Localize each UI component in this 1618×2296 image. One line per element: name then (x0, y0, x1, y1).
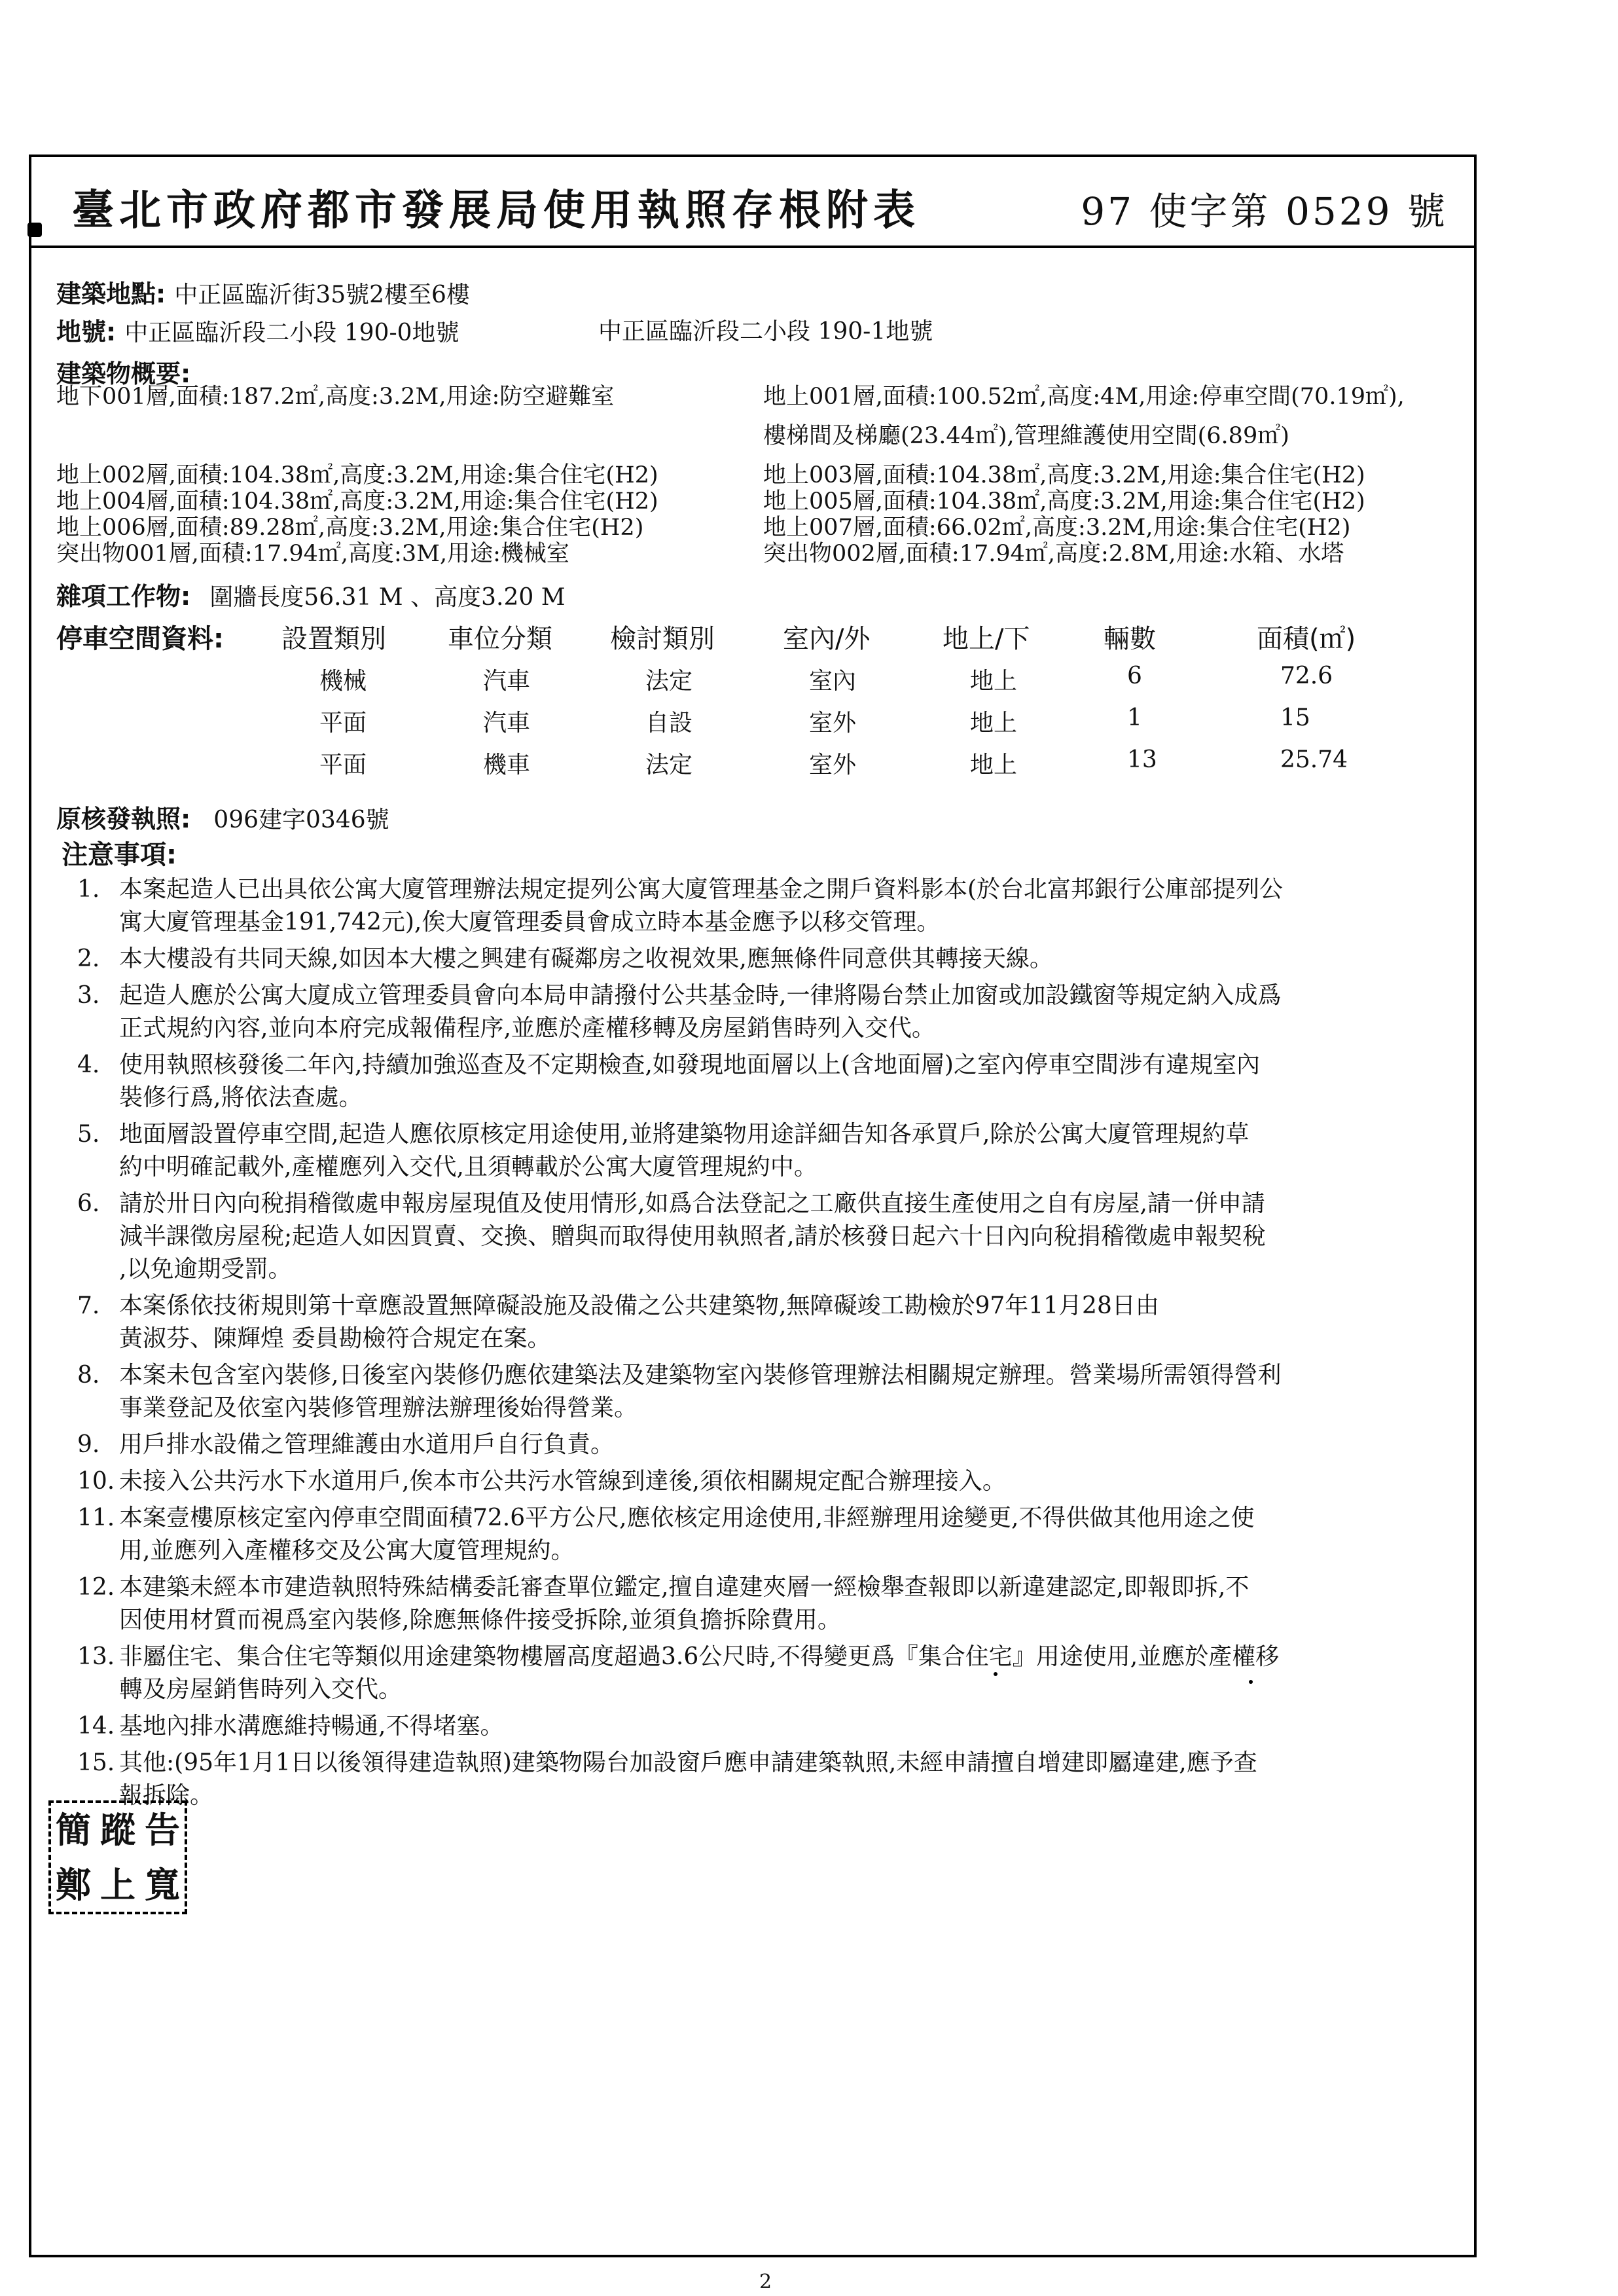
parking-label: 停車空間資料: (56, 624, 224, 654)
parking-cell: 72.6 (1280, 663, 1333, 689)
parking-cell: 汽車 (483, 710, 531, 737)
note-line: 基地內排水溝應維持暢通,不得堵塞。 (119, 1713, 504, 1740)
overview-right-2: 地上003層,面積:104.38㎡,高度:3.2M,用途:集合住宅(H2) (763, 462, 1365, 488)
note-number: 14. (77, 1713, 115, 1740)
official-seal (48, 1800, 187, 1914)
note-number: 13. (77, 1643, 115, 1670)
original-permit-value: 096建字0346號 (213, 807, 389, 833)
note-number: 10. (77, 1468, 115, 1495)
misc-row (56, 576, 566, 612)
parking-header-1: 車位分類 (448, 624, 552, 654)
overview-right-0: 地上001層,面積:100.52㎡,高度:4M,用途:停車空間(70.19㎡), (763, 384, 1405, 410)
note-line: 事業登記及依室內裝修管理辦法辦理後始得營業。 (119, 1394, 638, 1421)
overview-left-3: 地上006層,面積:89.28㎡,高度:3.2M,用途:集合住宅(H2) (56, 515, 644, 541)
parking-cell: 自設 (645, 710, 693, 737)
note-line: 報拆除。 (119, 1782, 214, 1809)
notes-title: 注意事項: (62, 840, 177, 870)
overview-left-0: 地下001層,面積:187.2㎡,高度:3.2M,用途:防空避難室 (56, 384, 615, 410)
note-line: 正式規約內容,並向本府完成報備程序,並應於產權移轉及房屋銷售時列入交代。 (119, 1015, 935, 1042)
seal-char: 上 (100, 1865, 135, 1906)
parking-cell: 25.74 (1280, 746, 1348, 773)
parking-cell: 法定 (645, 752, 693, 778)
lot-value-2: 中正區臨沂段二小段 190-1地號 (598, 318, 933, 345)
note-line: 請於卅日內向稅捐稽徵處申報房屋現值及使用情形,如爲合法登記之工廠供直接生產使用之自有房屋,請一併申請 (119, 1190, 1265, 1217)
parking-header-5: 輛數 (1104, 624, 1156, 654)
note-number: 2. (77, 945, 100, 972)
note-number: 8. (77, 1362, 100, 1389)
overview-right-4: 地上007層,面積:66.02㎡,高度:3.2M,用途:集合住宅(H2) (763, 515, 1351, 541)
seal-char: 寬 (145, 1865, 180, 1906)
note-line: 本建築未經本市建造執照特殊結構委託審查單位鑑定,擅自違建夾層一經檢舉查報即以新違建認定,即報即拆,不 (119, 1574, 1249, 1601)
parking-cell: 法定 (645, 668, 693, 695)
seal-char: 告 (145, 1810, 180, 1851)
lot-row (56, 312, 459, 348)
note-number: 15. (77, 1749, 115, 1776)
note-line: 其他:(95年1月1日以後領得建造執照)建築物陽台加設窗戶應申請建築執照,未經申請擅自增建即屬違建,應予查 (119, 1749, 1257, 1776)
punch-mark (27, 223, 42, 237)
address-label: 建築地點: (56, 280, 166, 308)
note-line: 減半課徵房屋稅;起造人如因買賣、交換、贈與而取得使用執照者,請於核發日起六十日內向稅捐稽徵處申報契稅 (119, 1223, 1266, 1250)
speck (1249, 1680, 1253, 1684)
header-divider (31, 246, 1474, 248)
overview-right-1: 樓梯間及梯廳(23.44㎡),管理維護使用空間(6.89㎡) (763, 423, 1289, 449)
note-line: 本案壹樓原核定室內停車空間面積72.6平方公尺,應依核定用途使用,非經辦理用途變更,不得供做其他用途之使 (119, 1504, 1255, 1531)
note-line: 本大樓設有共同天線,如因本大樓之興建有礙鄰房之收視效果,應無條件同意供其轉接天線。 (119, 945, 1053, 972)
note-line: 本案起造人已出具依公寓大廈管理辦法規定提列公寓大廈管理基金之開戶資料影本(於台北富邦銀行公庫部提列公 (119, 876, 1284, 903)
note-number: 12. (77, 1574, 115, 1601)
note-number: 7. (77, 1292, 100, 1319)
note-number: 11. (77, 1504, 115, 1531)
note-line: 轉及房屋銷售時列入交代。 (119, 1676, 403, 1703)
parking-header-0: 設置類別 (281, 624, 386, 654)
parking-cell: 平面 (319, 752, 367, 778)
address-value: 中正區臨沂街35號2樓至6樓 (174, 282, 470, 308)
note-line: 用戶排水設備之管理維護由水道用戶自行負責。 (119, 1431, 615, 1458)
note-line: 使用執照核發後二年內,持續加強巡查及不定期檢查,如發現地面層以上(含地面層)之室內停車空間涉有違規室內 (119, 1051, 1260, 1078)
parking-cell: 機車 (483, 752, 531, 778)
document-frame (29, 155, 1477, 2257)
parking-cell: 地上 (970, 668, 1018, 695)
seal-char: 蹤 (100, 1810, 135, 1851)
note-number: 9. (77, 1431, 100, 1458)
note-line: 本案未包含室內裝修,日後室內裝修仍應依建築法及建築物室內裝修管理辦法相關規定辦理。營業場所需領得營利 (119, 1362, 1282, 1389)
parking-cell: 地上 (970, 710, 1018, 737)
overview-right-5: 突出物002層,面積:17.94㎡,高度:2.8M,用途:水箱、水塔 (763, 541, 1344, 567)
original-permit-row (56, 799, 389, 835)
note-number: 6. (77, 1190, 100, 1217)
seal-char: 鄭 (56, 1865, 91, 1906)
note-line: 未接入公共污水下水道用戶,俟本市公共污水管線到達後,須依相關規定配合辦理接入。 (119, 1468, 1006, 1495)
note-line: 用,並應列入產權移交及公寓大廈管理規約。 (119, 1537, 575, 1564)
parking-header-2: 檢討類別 (610, 624, 715, 654)
overview-left-4: 突出物001層,面積:17.94㎡,高度:3M,用途:機械室 (56, 541, 569, 567)
original-permit-label: 原核發執照: (56, 805, 191, 833)
parking-cell: 13 (1127, 746, 1157, 773)
parking-cell: 1 (1127, 704, 1142, 731)
parking-cell: 機械 (319, 668, 367, 695)
parking-cell: 室外 (809, 752, 857, 778)
misc-value: 圍牆長度56.31 M 、高度3.20 M (209, 584, 566, 611)
parking-cell: 6 (1127, 663, 1142, 689)
parking-cell: 汽車 (483, 668, 531, 695)
parking-cell: 15 (1280, 704, 1310, 731)
note-line: ,以免逾期受罰。 (119, 1256, 292, 1283)
overview-left-1: 地上002層,面積:104.38㎡,高度:3.2M,用途:集合住宅(H2) (56, 462, 658, 488)
note-line: 裝修行爲,將依法查處。 (119, 1084, 363, 1111)
parking-cell: 室外 (809, 710, 857, 737)
document-title: 臺北市政府都市發展局使用執照存根附表 (72, 186, 920, 235)
lot-label: 地號: (56, 318, 117, 346)
note-line: 非屬住宅、集合住宅等類似用途建築物樓層高度超過3.6公尺時,不得變更爲『集合住宅』用途使用,並應於產權移 (119, 1643, 1280, 1670)
note-number: 5. (77, 1121, 100, 1148)
note-line: 寓大廈管理基金191,742元),俟大廈管理委員會成立時本基金應予以移交管理。 (119, 909, 941, 936)
parking-cell: 室內 (809, 668, 857, 695)
misc-label: 雜項工作物: (56, 582, 191, 611)
note-number: 4. (77, 1051, 100, 1078)
parking-cell: 平面 (319, 710, 367, 737)
note-number: 3. (77, 982, 100, 1009)
parking-cell: 地上 (970, 752, 1018, 778)
overview-left-2: 地上004層,面積:104.38㎡,高度:3.2M,用途:集合住宅(H2) (56, 488, 658, 515)
note-line: 黃淑芬、陳輝煌 委員勘檢符合規定在案。 (119, 1325, 551, 1352)
parking-header-3: 室內/外 (783, 624, 871, 654)
page-number: 2 (759, 2270, 772, 2293)
address-row (56, 274, 470, 310)
note-number: 1. (77, 876, 100, 903)
note-line: 起造人應於公寓大廈成立管理委員會向本局申請撥付公共基金時,一律將陽台禁止加窗或加設鐵窗等規定納入成爲 (119, 982, 1282, 1009)
parking-header-6: 面積(㎡) (1257, 624, 1356, 654)
note-line: 本案係依技術規則第十章應設置無障礙設施及設備之公共建築物,無障礙竣工勘檢於97年11月28日由 (119, 1292, 1159, 1319)
parking-header-4: 地上/下 (943, 624, 1030, 654)
overview-label: 建築物概要: (56, 359, 191, 388)
seal-char: 簡 (56, 1810, 91, 1851)
note-line: 約中明確記載外,產權應列入交代,且須轉載於公寓大廈管理規約中。 (119, 1154, 818, 1180)
note-line: 因使用材質而視爲室內裝修,除應無條件接受拆除,並須負擔拆除費用。 (119, 1607, 841, 1633)
overview-right-3: 地上005層,面積:104.38㎡,高度:3.2M,用途:集合住宅(H2) (763, 488, 1365, 515)
permit-number: 97 使字第 0529 號 (1081, 189, 1448, 234)
lot-value-1: 中正區臨沂段二小段 190-0地號 (124, 319, 459, 346)
note-line: 地面層設置停車空間,起造人應依原核定用途使用,並將建築物用途詳細告知各承買戶,除於公寓大廈管理規約草 (119, 1121, 1249, 1148)
speck (994, 1672, 998, 1676)
